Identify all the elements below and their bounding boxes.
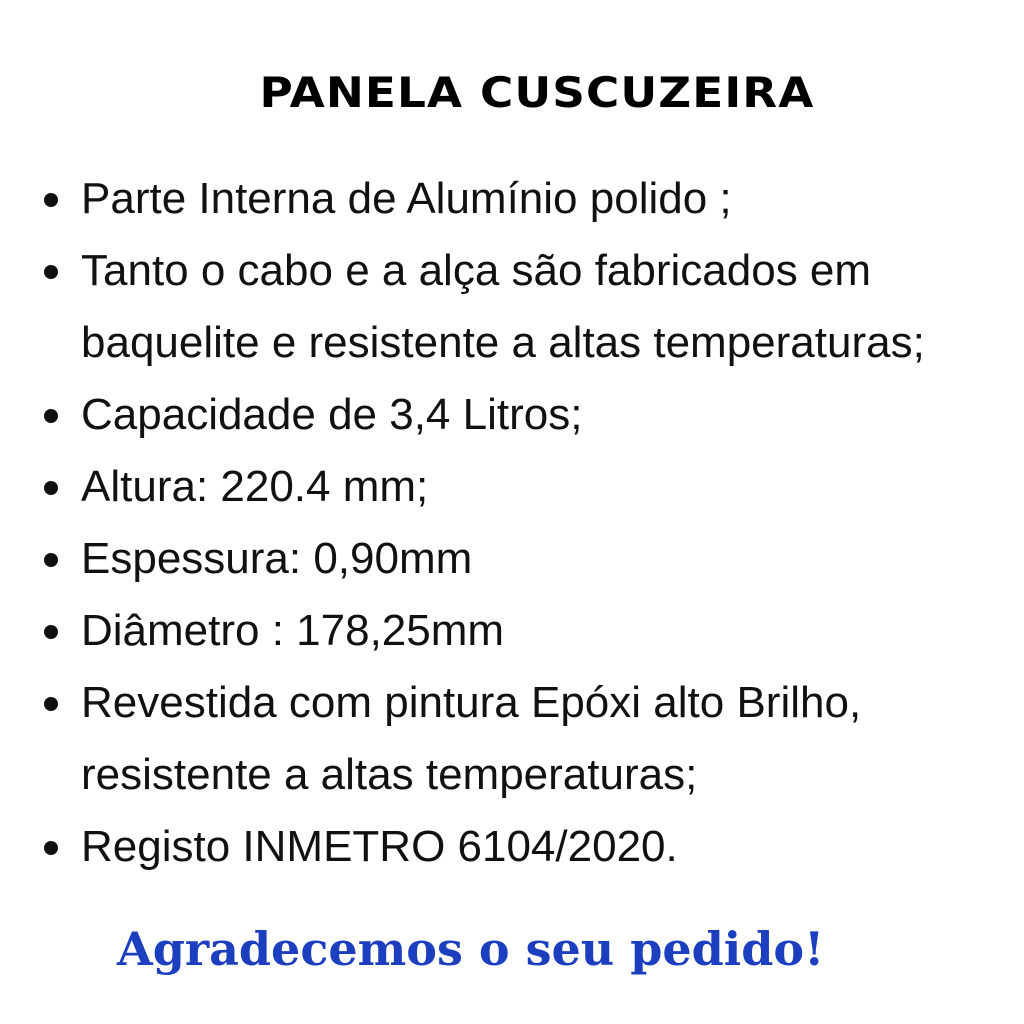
feature-item [0,235,1024,379]
product-title: PANELA CUSCUZEIRA [259,68,815,118]
feature-item [0,523,1024,595]
bullet-icon [44,409,58,423]
feature-text: Tanto o cabo e a alça são fabricados em baquelite e resistente a altas temperaturas; [81,246,925,367]
bullet-icon [44,481,58,495]
feature-item [0,667,1024,811]
feature-item [0,379,1024,451]
feature-item [0,595,1024,667]
feature-item [0,451,1024,523]
feature-item [0,163,1024,235]
feature-text: Espessura: 0,90mm [81,534,473,583]
thank-you-message: Agradecemos o seu pedido! [117,922,825,976]
bullet-icon [44,553,58,567]
feature-text: Diâmetro : 178,25mm [81,606,505,655]
feature-list [0,163,1024,883]
bullet-icon [44,265,58,279]
bullet-icon [44,193,58,207]
feature-text: Parte Interna de Alumínio polido ; [81,174,732,223]
bullet-icon [44,697,58,711]
feature-text: Capacidade de 3,4 Litros; [81,390,583,439]
feature-item [0,811,1024,883]
feature-text: Revestida com pintura Epóxi alto Brilho, resistente a altas temperaturas; [81,678,862,799]
bullet-icon [44,841,58,855]
feature-text: Altura: 220.4 mm; [81,462,429,511]
feature-text: Registo INMETRO 6104/2020. [81,822,678,871]
bullet-icon [44,625,58,639]
